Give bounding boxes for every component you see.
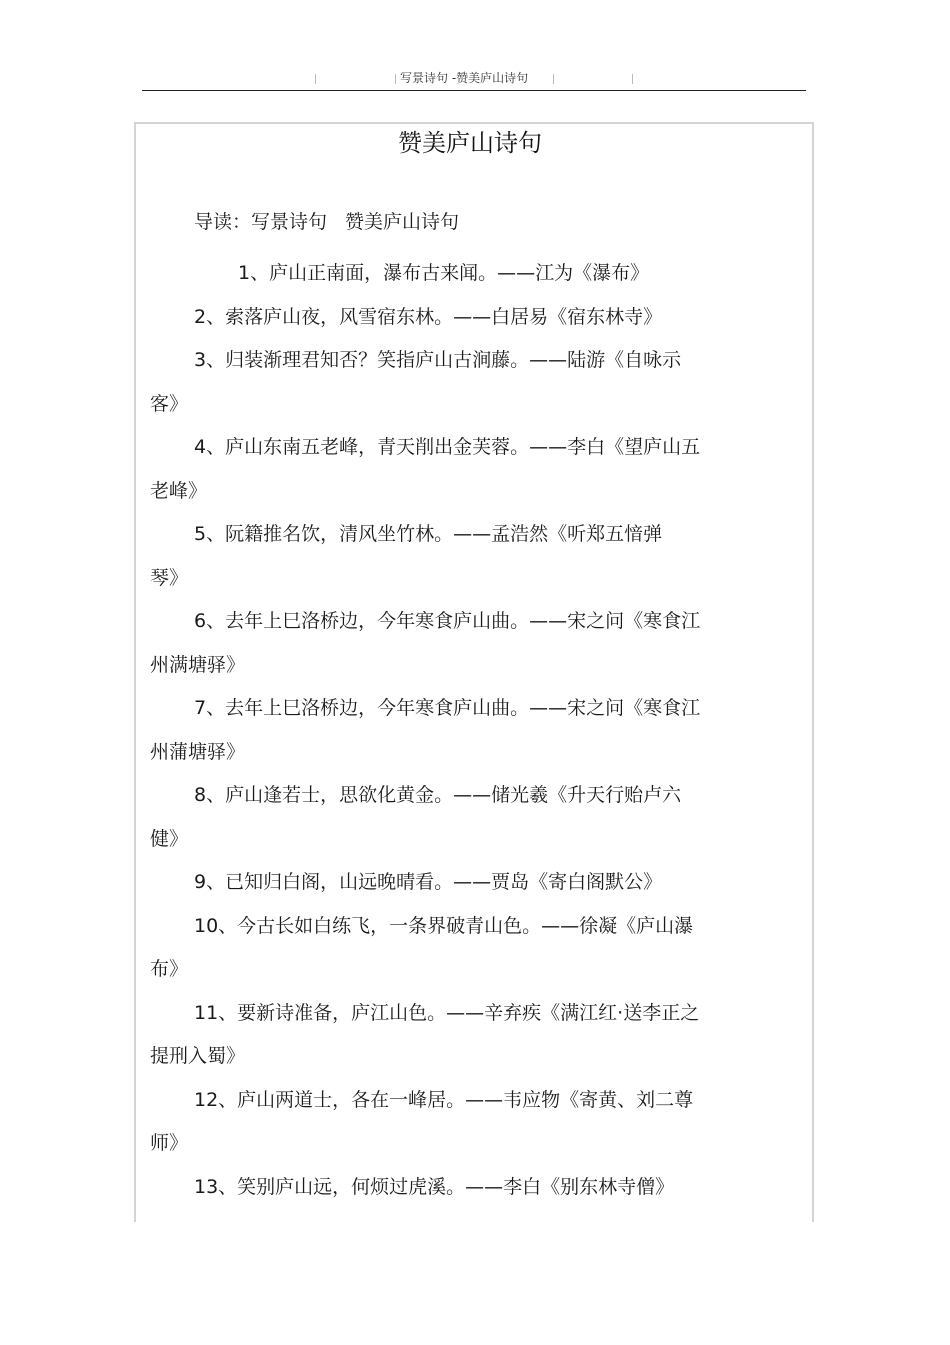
poem-line: 6、去年上巳洛桥边，今年寒食庐山曲。——宋之问《寒食江 xyxy=(194,610,701,632)
poem-line-continued: 州满塘驿》 xyxy=(150,653,246,676)
poem-line: 8、庐山逢若士，思欲化黄金。——储光羲《升天行贻卢六 xyxy=(194,784,682,806)
poem-line: 4、庐山东南五老峰，青天削出金芙蓉。——李白《望庐山五 xyxy=(194,436,701,458)
poem-line: 1、庐山正南面，瀑布古来闻。——江为《瀑布》 xyxy=(238,262,650,284)
poem-list xyxy=(150,252,770,1209)
running-header xyxy=(0,70,950,90)
poem-line-continued: 师》 xyxy=(150,1132,189,1154)
poem-line: 11、要新诗准备，庐江山色。——辛弃疾《满江红·送李正之 xyxy=(194,1001,700,1024)
header-tick xyxy=(315,74,316,84)
poem-line: 3、归装渐理君知否？笑指庐山古涧藤。——陆游《自咏示 xyxy=(194,349,682,371)
header-tick xyxy=(632,74,633,84)
poem-line-continued: 老峰》 xyxy=(150,479,208,502)
intro-line xyxy=(194,208,459,236)
header-rule xyxy=(142,90,806,91)
poem-line-continued: 州蒲塘驿》 xyxy=(150,740,246,763)
intro-topic: 赞美庐山诗句 xyxy=(345,211,460,233)
poem-line: 7、去年上巳洛桥边，今年寒食庐山曲。——宋之问《寒食江 xyxy=(194,697,701,719)
poem-line: 10、今古长如白练飞，一条界破青山色。——徐凝《庐山瀑 xyxy=(194,914,694,937)
header-tick xyxy=(395,74,396,84)
poem-line: 2、索落庐山夜，风雪宿东林。——白居易《宿东林寺》 xyxy=(194,305,663,328)
header-tick xyxy=(553,74,554,84)
document-title: 赞美庐山诗句 xyxy=(398,129,542,157)
poem-line-continued: 琴》 xyxy=(150,566,189,589)
poem-line: 13、笑别庐山远，何烦过虎溪。——李白《别东林寺僧》 xyxy=(194,1175,675,1198)
poem-line: 12、庐山两道士，各在一峰居。——韦应物《寄黄、刘二尊 xyxy=(194,1088,694,1111)
poem-line-continued: 客》 xyxy=(150,392,189,415)
poem-line: 9、已知归白阁，山远晚晴看。——贾岛《寄白阁默公》 xyxy=(194,871,663,893)
poem-line-continued: 提刑入蜀》 xyxy=(150,1045,246,1067)
poem-line-continued: 健》 xyxy=(150,827,189,850)
poem-line-continued: 布》 xyxy=(150,958,189,980)
header-text: 写景诗句 -赞美庐山诗句 xyxy=(400,71,529,85)
poem-line: 5、阮籍推名饮，清风坐竹林。——孟浩然《听郑五愔弹 xyxy=(194,523,663,545)
intro-label: 导读：写景诗句 xyxy=(194,211,328,233)
